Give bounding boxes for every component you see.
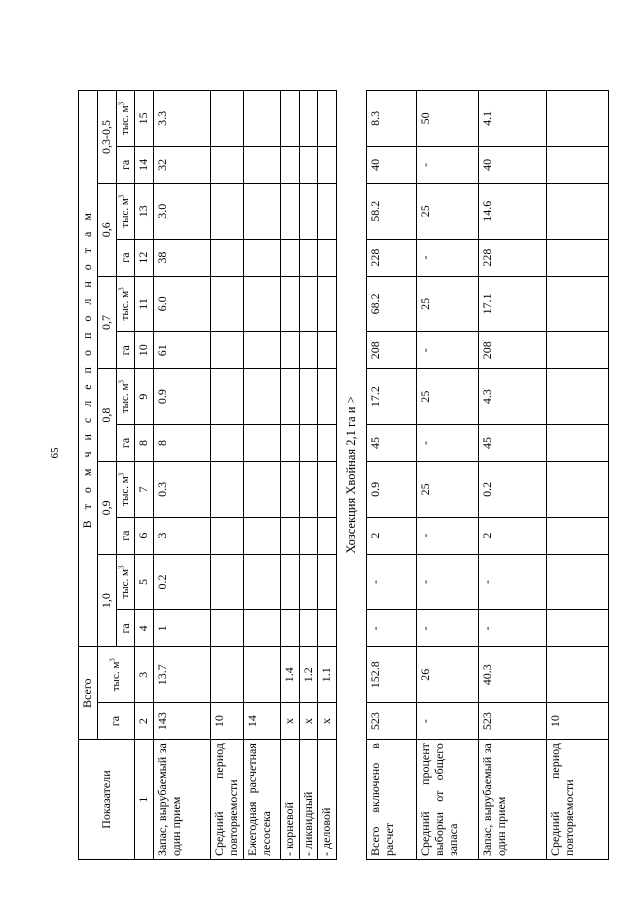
row-label: Средний процент выборки от общего запаса	[417, 740, 479, 860]
table-cell	[547, 610, 609, 647]
header-by-density: В т о м ч и с л е п о п о л н о т а м	[79, 91, 98, 647]
table-cell	[280, 369, 299, 425]
table-cell	[318, 424, 337, 461]
table-cell: 10	[547, 703, 609, 740]
header-indicators: Показатели	[79, 740, 135, 860]
table-cell	[211, 183, 244, 239]
table-cell: 10	[211, 703, 244, 740]
table-cell	[547, 517, 609, 554]
table-cell	[243, 462, 280, 518]
table-cell: 13.7	[154, 647, 211, 703]
column-number: 14	[135, 146, 154, 183]
table-cell	[211, 517, 244, 554]
table-cell	[547, 647, 609, 703]
column-number: 4	[135, 610, 154, 647]
table-cell: 152.8	[367, 647, 417, 703]
unit-km3: тыс. $м^3$	[116, 276, 135, 332]
table-cell: 68.2	[367, 276, 417, 332]
table-cell	[243, 424, 280, 461]
table-cell	[547, 554, 609, 610]
header-total: Всего	[79, 647, 98, 740]
table-cell	[299, 146, 318, 183]
table-cell: 26	[417, 647, 479, 703]
table-cell	[243, 276, 280, 332]
unit-ha: га	[116, 146, 135, 183]
table-cell	[547, 91, 609, 147]
table-cell: 8.3	[367, 91, 417, 147]
table-cell	[243, 610, 280, 647]
unit-km3: тыс. $м^3$	[116, 183, 135, 239]
unit-ha: га	[116, 424, 135, 461]
table-row	[243, 91, 280, 860]
table-cell: 58.2	[367, 183, 417, 239]
table-cell: 40	[479, 146, 547, 183]
column-number: 9	[135, 369, 154, 425]
table-cell	[318, 276, 337, 332]
header-density-1: 0,9	[97, 462, 116, 555]
unit-km3: тыс. $м^3$	[116, 91, 135, 147]
table-cell	[280, 183, 299, 239]
table-row	[479, 91, 547, 860]
table-cell: х	[280, 703, 299, 740]
row-label: - корневой	[280, 740, 299, 860]
header-total-km3: тыс. $м^3$	[97, 647, 135, 703]
table-cell	[243, 91, 280, 147]
table-cell: 32	[154, 146, 211, 183]
table-cell: 38	[154, 239, 211, 276]
column-number: 2	[135, 703, 154, 740]
table-cell: 2	[367, 517, 417, 554]
table-cell: -	[417, 703, 479, 740]
table-cell	[299, 91, 318, 147]
table-cell	[211, 647, 244, 703]
row-label: Средний период повторяемости	[211, 740, 244, 860]
table-cell	[280, 424, 299, 461]
table-cell	[318, 554, 337, 610]
section-title: Хозсекция Хвойная 2,1 га и >	[337, 91, 367, 860]
table-cell	[243, 239, 280, 276]
table-cell	[318, 369, 337, 425]
unit-km3: тыс. $м^3$	[116, 462, 135, 518]
row-label: Всего включено в расчет	[367, 740, 417, 860]
cutting-table	[78, 90, 609, 860]
table-cell	[211, 554, 244, 610]
table-cell	[243, 332, 280, 369]
header-density-2: 0,8	[97, 369, 116, 462]
table-cell	[318, 332, 337, 369]
table-cell: 3.3	[154, 91, 211, 147]
table-cell	[280, 146, 299, 183]
table-cell: -	[367, 554, 417, 610]
column-number: 12	[135, 239, 154, 276]
table-cell	[318, 239, 337, 276]
unit-ha: га	[116, 332, 135, 369]
table-cell: 25	[417, 369, 479, 425]
table-cell: 0.2	[154, 554, 211, 610]
table-row	[318, 91, 337, 860]
table-cell: 4.1	[479, 91, 547, 147]
table-row	[211, 91, 244, 860]
unit-km3: тыс. $м^3$	[116, 554, 135, 610]
table-cell	[318, 462, 337, 518]
header-total-ha: га	[97, 703, 135, 740]
table-cell	[299, 610, 318, 647]
table-row	[417, 91, 479, 860]
table-cell: 25	[417, 276, 479, 332]
table-cell: 143	[154, 703, 211, 740]
table-cell	[211, 424, 244, 461]
table-cell	[211, 276, 244, 332]
table-cell: 45	[479, 424, 547, 461]
column-number: 7	[135, 462, 154, 518]
table-cell: 25	[417, 183, 479, 239]
table-cell: -	[417, 554, 479, 610]
table-cell	[547, 424, 609, 461]
table-cell: 228	[479, 239, 547, 276]
table-cell: 8	[154, 424, 211, 461]
table-cell	[211, 462, 244, 518]
table-cell	[318, 183, 337, 239]
table-cell: -	[479, 554, 547, 610]
table-cell: 14.6	[479, 183, 547, 239]
table-cell: 0.9	[367, 462, 417, 518]
table-cell: -	[417, 610, 479, 647]
table-cell: х	[318, 703, 337, 740]
table-cell: 0.2	[479, 462, 547, 518]
table-cell: 208	[479, 332, 547, 369]
table-cell: 40	[367, 146, 417, 183]
table-cell: 523	[367, 703, 417, 740]
table-cell	[280, 239, 299, 276]
table-cell	[318, 610, 337, 647]
table-cell	[280, 517, 299, 554]
table-cell: -	[417, 332, 479, 369]
row-label: - деловой	[318, 740, 337, 860]
table-cell	[547, 276, 609, 332]
table-cell	[280, 91, 299, 147]
table-cell: 4.3	[479, 369, 547, 425]
row-label: - ликвидный	[299, 740, 318, 860]
table-cell: -	[479, 610, 547, 647]
table-cell: 523	[479, 703, 547, 740]
table-cell: 208	[367, 332, 417, 369]
table-cell: х	[299, 703, 318, 740]
table-cell	[211, 332, 244, 369]
table-cell	[211, 146, 244, 183]
table-cell: 17.2	[367, 369, 417, 425]
table-cell: 14	[243, 703, 280, 740]
table-cell: 1.4	[280, 647, 299, 703]
table-cell: -	[367, 610, 417, 647]
table-cell	[299, 332, 318, 369]
table-cell	[280, 610, 299, 647]
table-cell: 2	[479, 517, 547, 554]
table-cell: 25	[417, 462, 479, 518]
table-cell: 3.0	[154, 183, 211, 239]
column-number: 6	[135, 517, 154, 554]
table-cell: -	[417, 239, 479, 276]
table-cell	[243, 647, 280, 703]
table-cell: -	[417, 424, 479, 461]
table-cell	[243, 517, 280, 554]
table-cell	[280, 462, 299, 518]
table-cell: 61	[154, 332, 211, 369]
table-cell: 3	[154, 517, 211, 554]
table-cell	[547, 239, 609, 276]
rotated-table-container	[78, 90, 576, 860]
row-label: Средний период повторяемости	[547, 740, 609, 860]
section-row	[337, 91, 367, 860]
row-label: Запас, вырубаемый за один прием	[479, 740, 547, 860]
table-cell	[299, 424, 318, 461]
table-row	[280, 91, 299, 860]
table-cell: 0.9	[154, 369, 211, 425]
row-label: Ежегодная расчетная лесосека	[243, 740, 280, 860]
header-density-0: 1,0	[97, 554, 116, 647]
row-label: Запас, вырубаемый за один прием	[154, 740, 211, 860]
table-cell	[547, 146, 609, 183]
table-cell	[243, 146, 280, 183]
table-cell	[299, 239, 318, 276]
table-cell	[280, 554, 299, 610]
table-cell	[318, 517, 337, 554]
table-cell: 50	[417, 91, 479, 147]
column-number: 3	[135, 647, 154, 703]
table-cell	[211, 610, 244, 647]
table-cell	[299, 462, 318, 518]
header-density-5: 0,3-0,5	[97, 91, 116, 184]
table-cell: 40.3	[479, 647, 547, 703]
column-number: 11	[135, 276, 154, 332]
table-cell	[211, 369, 244, 425]
table-cell	[299, 554, 318, 610]
table-cell: 6.0	[154, 276, 211, 332]
table-cell	[211, 239, 244, 276]
page-number: 65	[49, 447, 61, 459]
table-cell	[211, 91, 244, 147]
table-cell	[547, 332, 609, 369]
column-number: 15	[135, 91, 154, 147]
table-cell	[318, 91, 337, 147]
table-cell	[299, 517, 318, 554]
table-cell	[299, 369, 318, 425]
column-number: 10	[135, 332, 154, 369]
table-cell	[318, 146, 337, 183]
table-cell	[547, 183, 609, 239]
table-cell: -	[417, 146, 479, 183]
table-row	[299, 91, 318, 860]
table-cell	[299, 276, 318, 332]
column-number: 1	[135, 740, 154, 860]
table-cell	[243, 183, 280, 239]
table-row	[547, 91, 609, 860]
unit-ha: га	[116, 517, 135, 554]
table-cell: 1.2	[299, 647, 318, 703]
table-cell: 1.1	[318, 647, 337, 703]
table-cell	[299, 183, 318, 239]
table-row	[154, 91, 211, 860]
table-cell: -	[417, 517, 479, 554]
unit-ha: га	[116, 239, 135, 276]
table-cell: 45	[367, 424, 417, 461]
column-number: 5	[135, 554, 154, 610]
table-cell	[243, 554, 280, 610]
table-cell	[280, 332, 299, 369]
table-cell: 1	[154, 610, 211, 647]
table-cell	[243, 369, 280, 425]
table-row	[367, 91, 417, 860]
table-cell	[280, 276, 299, 332]
table-cell	[547, 462, 609, 518]
unit-ha: га	[116, 610, 135, 647]
header-density-4: 0,6	[97, 183, 116, 276]
table-cell: 17.1	[479, 276, 547, 332]
table-cell: 228	[367, 239, 417, 276]
table-cell	[547, 369, 609, 425]
unit-km3: тыс. $м^3$	[116, 369, 135, 425]
table-cell: 0.3	[154, 462, 211, 518]
column-number: 8	[135, 424, 154, 461]
header-density-3: 0,7	[97, 276, 116, 369]
column-number: 13	[135, 183, 154, 239]
